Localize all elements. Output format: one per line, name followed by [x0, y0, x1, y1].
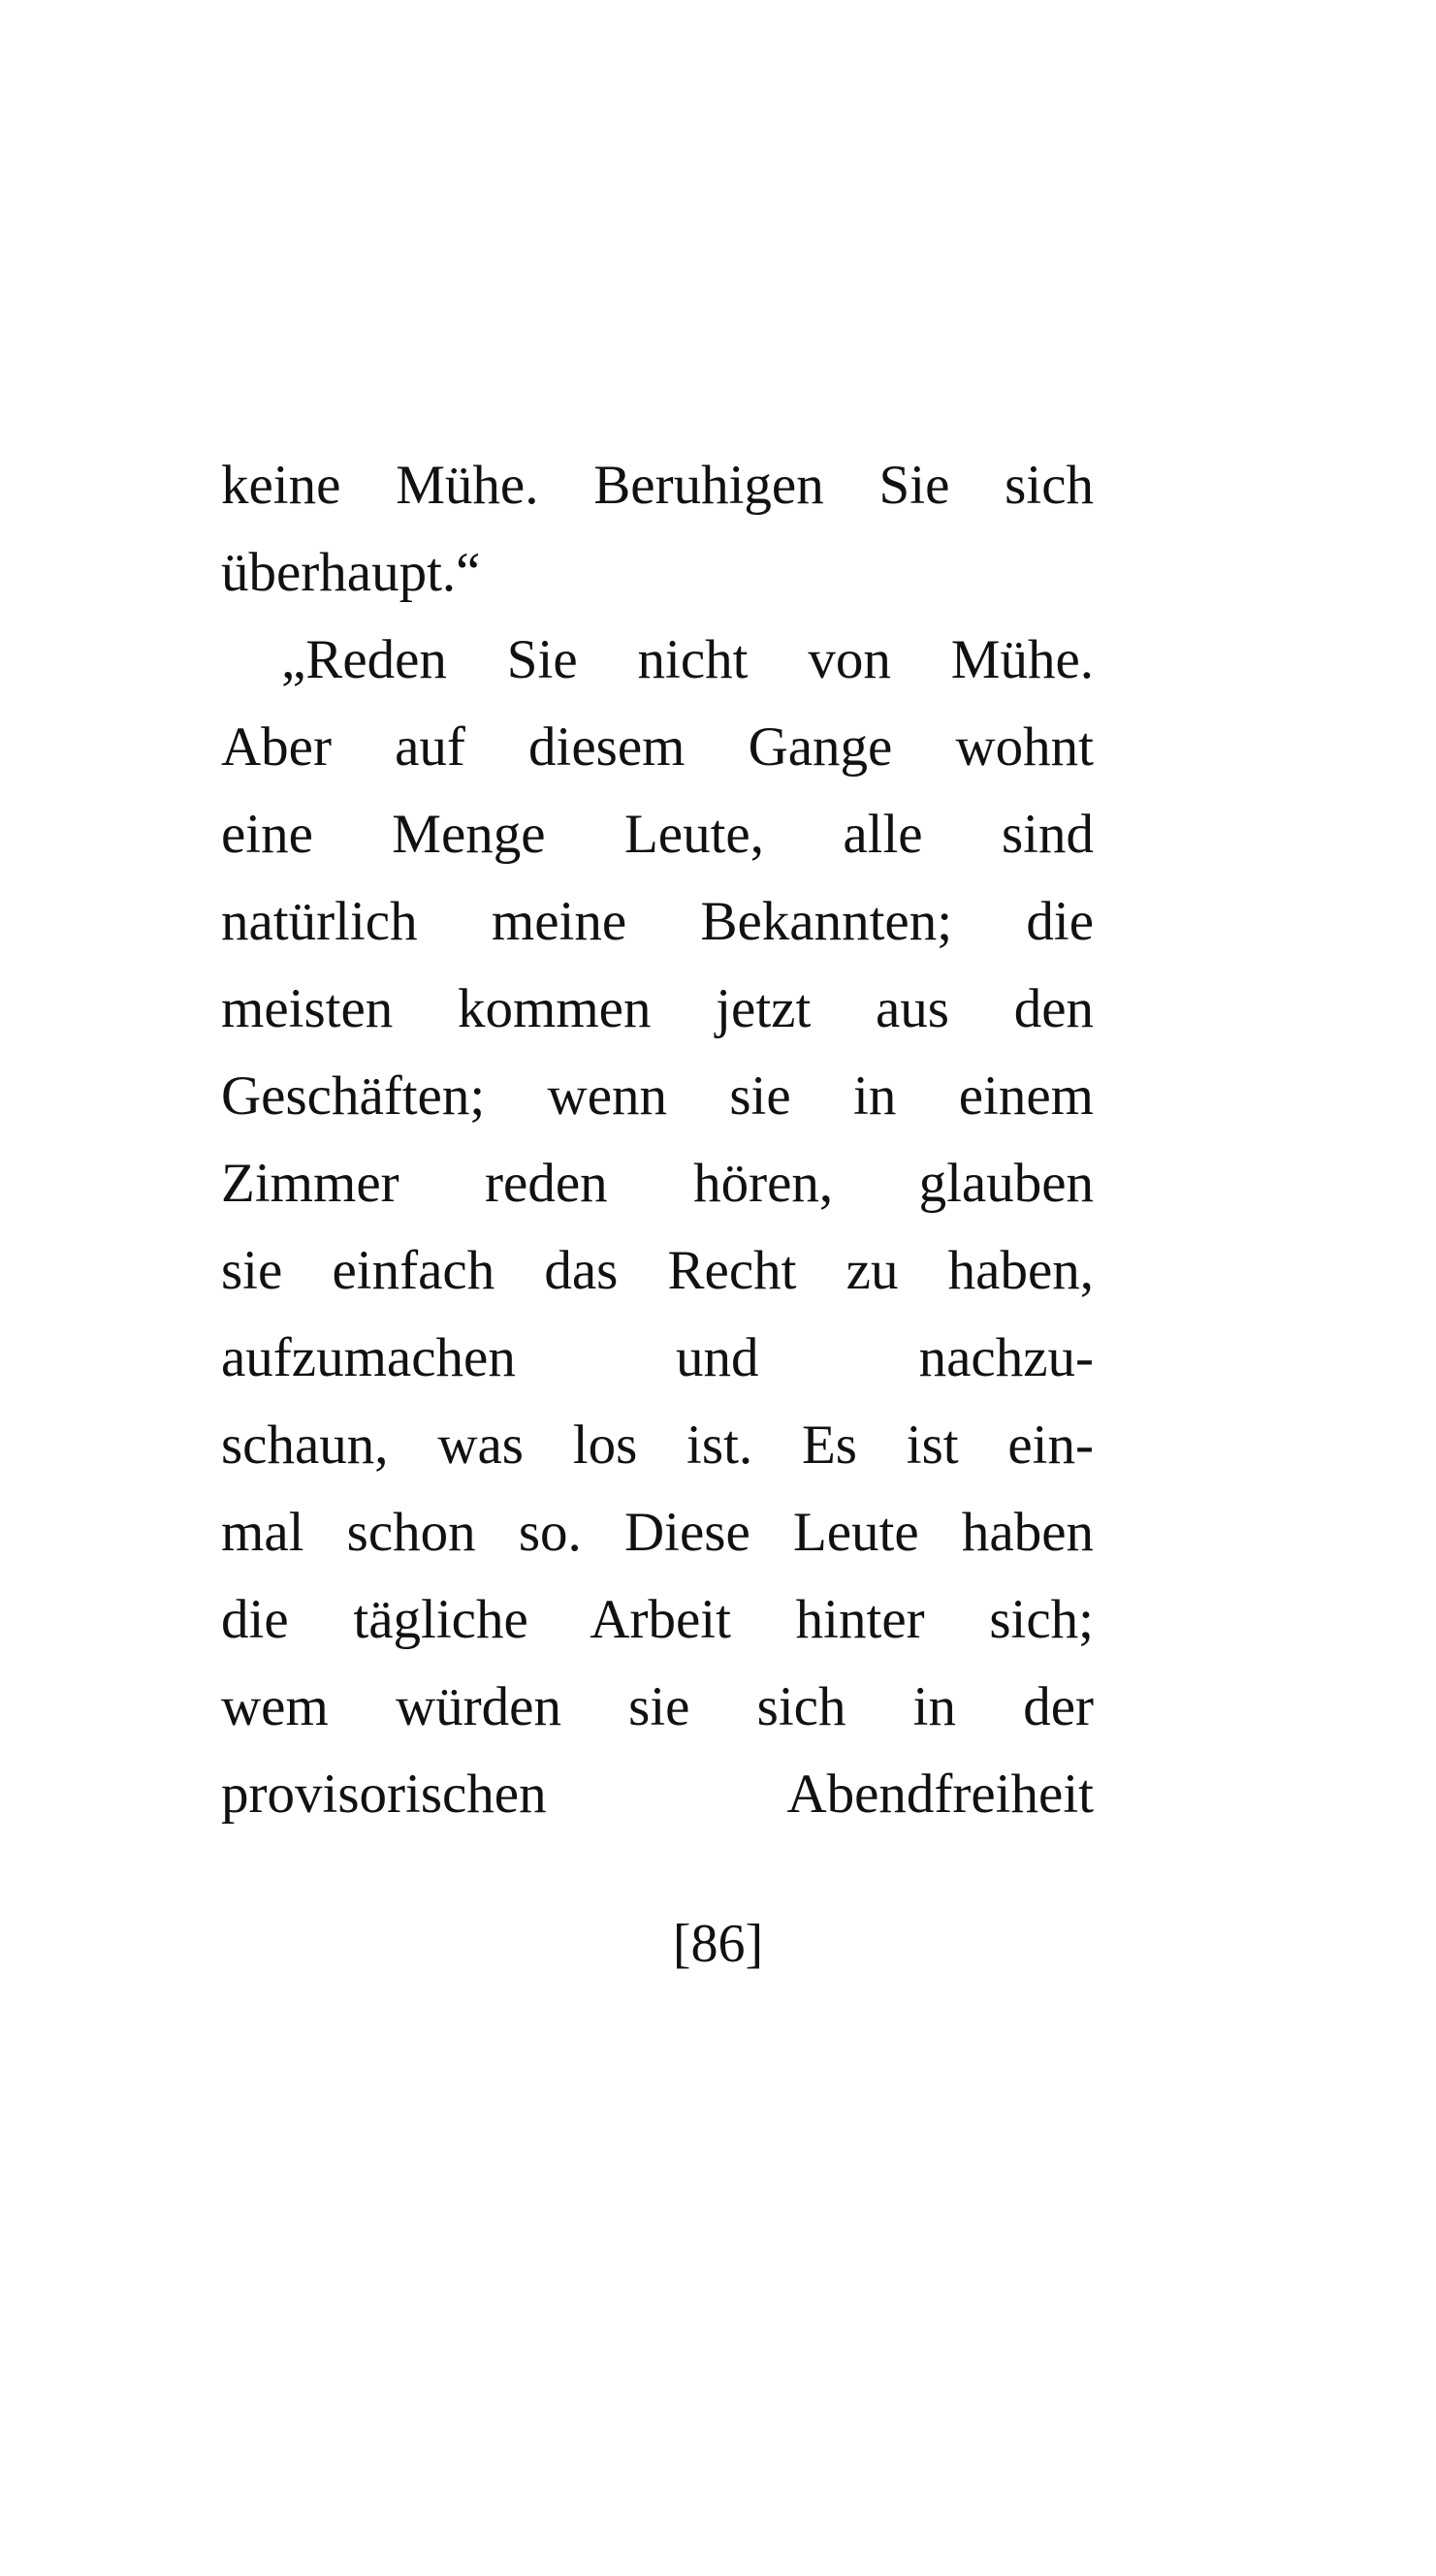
text-line: überhaupt.“ — [221, 542, 481, 603]
text-line: Aber auf diesem Gange wohnt — [221, 716, 1094, 778]
text-line: die tägliche Arbeit hinter sich; — [221, 1589, 1094, 1650]
text-line: provisorischen Abendfreiheit — [221, 1764, 1094, 1825]
page-number: [86] — [672, 1914, 764, 1974]
body-text — [221, 442, 1094, 1838]
text-line: Geschäften; wenn sie in einem — [221, 1065, 1094, 1127]
text-line: aufzumachen und nachzu- — [221, 1327, 1094, 1388]
text-line: eine Menge Leute, alle sind — [221, 804, 1094, 865]
text-line: Zimmer reden hören, glauben — [221, 1153, 1094, 1214]
text-line: wem würden sie sich in der — [221, 1676, 1094, 1737]
text-line: meisten kommen jetzt aus den — [221, 978, 1094, 1039]
text-line: sie einfach das Recht zu haben, — [221, 1240, 1094, 1301]
text-line: schaun, was los ist. Es ist ein- — [221, 1415, 1094, 1476]
text-line: natürlich meine Bekannten; die — [221, 891, 1094, 952]
text-line: keine Mühe. Beruhigen Sie sich — [221, 455, 1094, 516]
text-line: „Reden Sie nicht von Mühe. — [281, 629, 1094, 690]
text-line: mal schon so. Diese Leute haben — [221, 1502, 1094, 1563]
